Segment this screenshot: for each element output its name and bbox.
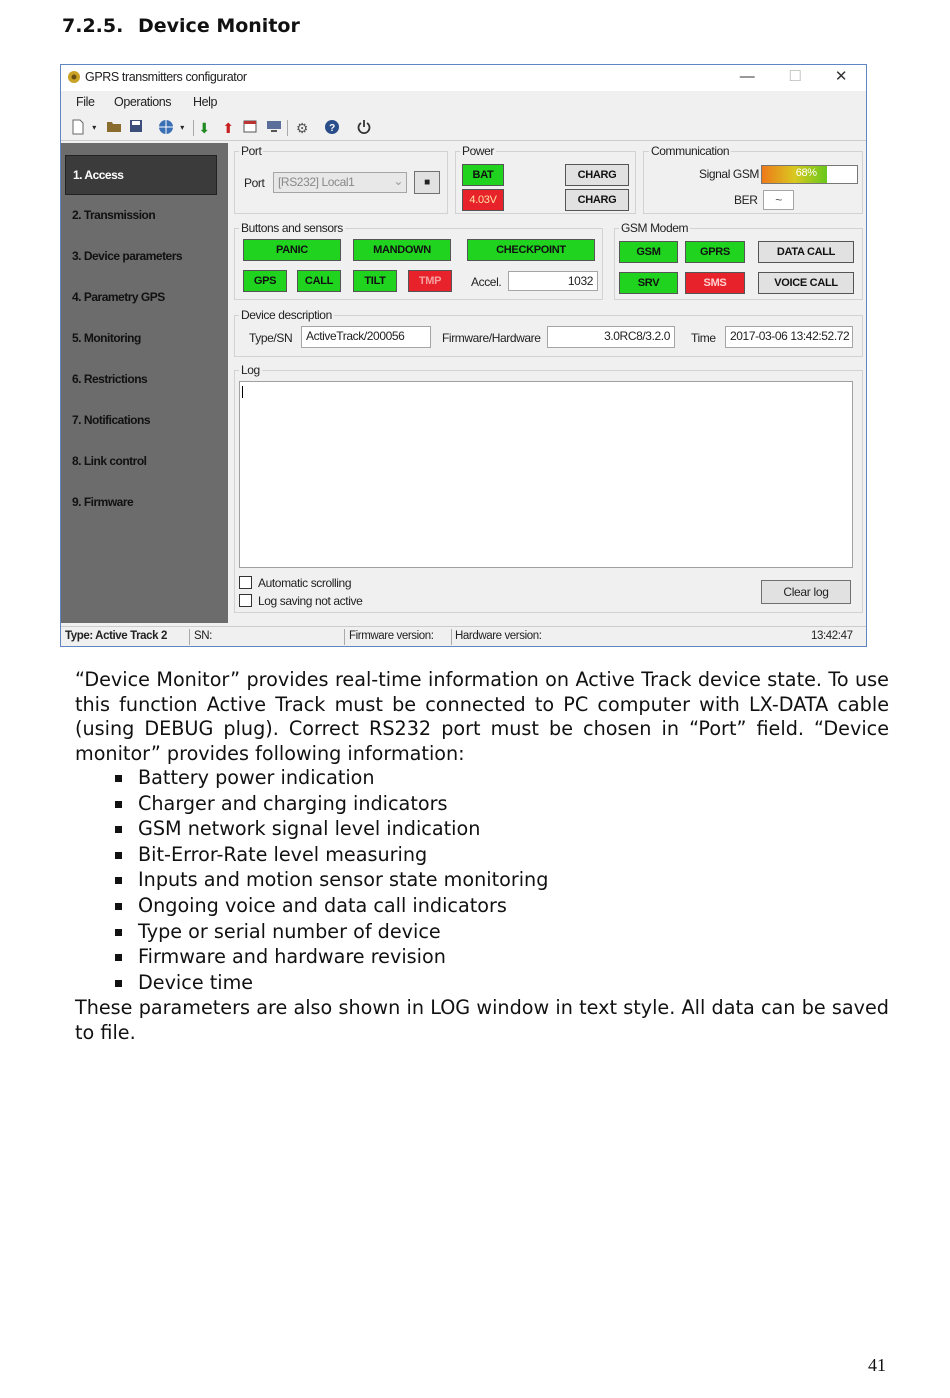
toolbar [61,115,866,141]
firmware-hardware-field: 3.0RC8/3.2.0 [547,326,675,348]
charger-indicator: CHARG [565,164,629,186]
signal-gsm-value: 68% [795,167,817,179]
list-item: Bit-Error-Rate level measuring [113,842,548,868]
gps-indicator: GPS [243,270,287,292]
chevron-down-icon: ⌄ [393,174,403,188]
port-label: Port [244,176,265,190]
communication-group-label: Communication [651,144,730,158]
data-call-indicator: DATA CALL [758,241,854,263]
status-separator [344,629,345,645]
configurator-window [60,64,867,647]
title-bar [61,65,866,91]
call-indicator: CALL [297,270,341,292]
type-sn-label: Type/SN [249,331,293,345]
list-item: GSM network signal level indication [113,816,548,842]
status-sn: SN: [194,630,212,642]
download-arrow-icon[interactable]: ⬇ [198,120,210,136]
gprs-indicator: GPRS [685,241,745,263]
status-separator [451,629,452,645]
sidebar-item-parametry-gps[interactable]: 4. Parametry GPS [72,290,165,304]
text-cursor [242,386,243,398]
tmp-indicator: TMP [408,270,452,292]
status-hardware-version: Hardware version: [455,630,542,642]
sidebar-item-notifications[interactable]: 7. Notifications [72,413,151,427]
log-saving-label: Log saving not active [258,594,363,608]
battery-voltage-indicator: 4.03V [462,189,504,211]
time-label: Time [691,331,716,345]
voice-call-indicator: VOICE CALL [758,272,854,294]
dropdown-arrow-icon[interactable]: ▾ [180,123,184,132]
dropdown-arrow-icon[interactable]: ▾ [92,123,96,132]
signal-gsm-label: Signal GSM [699,167,760,181]
port-select-value: [RS232] Local1 [278,175,355,189]
settings-gear-icon[interactable]: ⚙ [295,120,309,136]
mandown-indicator: MANDOWN [353,239,451,261]
ber-label: BER [734,193,758,207]
open-folder-icon[interactable] [105,119,123,137]
status-bar [61,626,866,646]
status-firmware-version: Firmware version: [349,630,434,642]
bat-indicator: BAT [462,164,504,186]
charging-indicator: CHARG [565,189,629,211]
close-button[interactable]: ✕ [834,68,848,85]
list-item: Device time [113,970,548,996]
status-time: 13:42:47 [811,630,853,642]
signal-gsm-bar [761,165,858,184]
app-icon [67,70,81,84]
section-title: Device Monitor [138,15,300,37]
section-heading [62,15,300,37]
device-time-field: 2017-03-06 13:42:52.72 [725,326,853,348]
sms-indicator: SMS [685,272,745,294]
calendar-icon[interactable] [241,119,259,137]
type-sn-field: ActiveTrack/200056 [301,326,431,348]
firmware-hardware-label: Firmware/Hardware [442,331,541,345]
sidebar [61,143,228,623]
svg-text:?: ? [329,123,335,134]
power-group-label: Power [462,144,495,158]
sidebar-item-monitoring[interactable]: 5. Monitoring [72,331,141,345]
section-number: 7.2.5. [62,15,124,37]
menu-bar [61,93,866,113]
panic-indicator: PANIC [243,239,341,261]
auto-scroll-label: Automatic scrolling [258,576,352,590]
srv-indicator: SRV [619,272,678,294]
list-item: Inputs and motion sensor state monitoring [113,867,548,893]
list-item: Battery power indication [113,765,548,791]
list-item: Firmware and hardware revision [113,944,548,970]
gsm-indicator: GSM [619,241,678,263]
sidebar-item-access[interactable]: 1. Access [65,155,217,195]
power-icon[interactable] [355,119,373,137]
menu-operations[interactable]: Operations [114,95,172,109]
buttons-sensors-group-label: Buttons and sensors [241,221,343,235]
ber-field: ~ [763,190,794,210]
intro-paragraph: “Device Monitor” provides real-time information on Active Track device state. To use this function Active Track must be connected to PC computer with LX-DATA cable (using DEBUG plug). Correct RS232 port must be chosen in “Port” field. “Device monitor” provides following information: [75,668,889,765]
log-saving-checkbox[interactable] [239,594,252,607]
accel-label: Accel. [471,275,502,289]
log-group-label: Log [241,363,260,377]
feature-list [113,765,548,995]
status-separator [189,629,190,645]
toolbar-separator [193,120,194,136]
sidebar-item-restrictions[interactable]: 6. Restrictions [72,372,148,386]
clear-log-button[interactable]: Clear log [761,580,851,604]
menu-file[interactable]: File [76,95,95,109]
accel-value-field: 1032 [508,271,598,291]
window-title: GPRS transmitters configurator [85,70,247,84]
list-item: Type or serial number of device [113,919,548,945]
gsm-modem-group-label: GSM Modem [621,221,689,235]
device-description-group-label: Device description [241,308,332,322]
checkpoint-indicator: CHECKPOINT [467,239,595,261]
monitor-icon[interactable] [265,119,283,137]
tilt-indicator: TILT [353,270,397,292]
list-item: Ongoing voice and data call indicators [113,893,548,919]
page-number: 41 [868,1355,886,1375]
port-stop-button[interactable]: ■ [414,171,440,194]
port-select[interactable] [273,172,407,193]
save-icon[interactable] [127,119,145,137]
sidebar-item-link-control[interactable]: 8. Link control [72,454,147,468]
menu-help[interactable]: Help [193,95,218,109]
closing-paragraph: These parameters are also shown in LOG window in text style. All data can be saved to file. [75,996,889,1044]
list-item: Charger and charging indicators [113,791,548,817]
help-icon[interactable] [323,119,341,137]
sidebar-item-firmware[interactable]: 9. Firmware [72,495,134,509]
upload-arrow-icon[interactable]: ⬆ [222,120,234,136]
log-textarea[interactable] [239,381,853,568]
sidebar-item-device-parameters[interactable]: 3. Device parameters [72,249,183,263]
port-group-label: Port [241,144,262,158]
sidebar-item-transmission[interactable]: 2. Transmission [72,208,156,222]
toolbar-separator [287,120,288,136]
minimize-button[interactable]: — [739,68,755,85]
maximize-button[interactable]: ☐ [788,68,802,85]
auto-scroll-checkbox[interactable] [239,576,252,589]
status-type: Type: Active Track 2 [65,630,167,642]
